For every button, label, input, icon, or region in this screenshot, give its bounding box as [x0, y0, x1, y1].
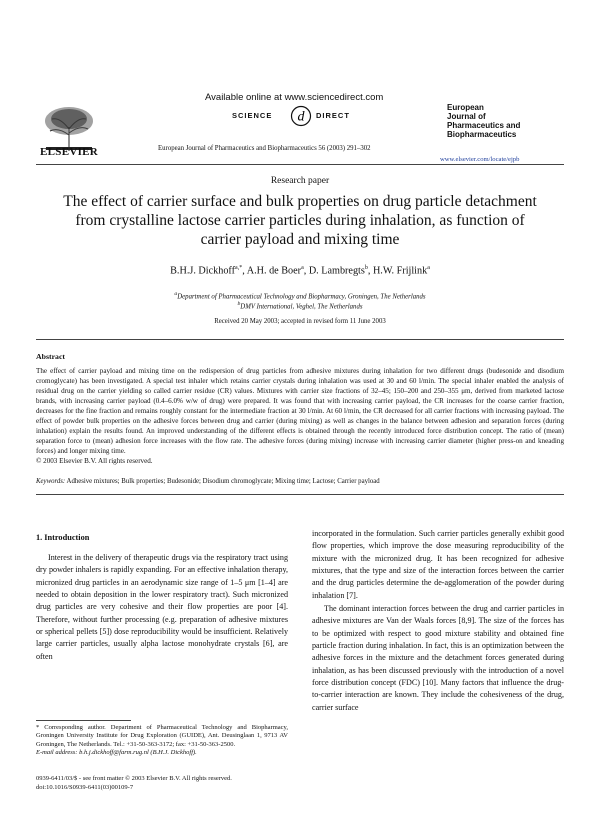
svg-text:d: d [297, 109, 305, 125]
footnote-email[interactable]: E-mail address: b.h.j.dickhoff@farm.rug.nl (B.H.J. Dickhoff). [36, 749, 197, 757]
affiliation-b [0, 301, 600, 310]
keywords-label: Keywords: [36, 478, 66, 485]
paper-type: Research paper [270, 176, 330, 186]
body-column-left [36, 552, 288, 663]
keywords-text: Adhesive mixtures; Bulk properties; Budesonide; Disodium chromoglycate; Mixing time; Lactose; Carrier payload [66, 478, 380, 485]
section-heading-introduction: 1. Introduction [36, 533, 90, 542]
author-name[interactable]: H.W. Frijlink [372, 265, 428, 277]
sciencedirect-left: SCIENCE [232, 111, 273, 120]
abstract-heading: Abstract [36, 352, 66, 361]
abstract-text: The effect of carrier payload and mixing time on the redispersion of drug particles from adhesive mixtures during inhalation for two different drugs (budesonide and disodium cromoglycate) has been investigated. A special test inhaler which retains carrier crystals during inhalation was used at 30 and 60 l/min. The special inhaler enabled the analysis of residual drug on the carrier yielding so called carrier residue (CR) values. Mixtures with carrier size fractions of 32–45; 150–200 and 250–355 μm, derived from marketed lactose brands, with increasing carrier payload (0.4–6.0% w/w of drug) were prepared. It was found that with increasing carrier payload, the CR increases for the coarse carrier fraction, decreases for the fine fraction and remains roughly constant for the intermediate fraction at 30 l/min. At 60 l/min, the CR decreased for all carrier fractions with increasing payload. The effect of powder bulk properties on the adhesive forces between drug and carrier (during mixing) as well as changes in the balance between adhesion and separation forces (during inhalation) explain the results found. An improved understanding of the different effects is obtained through the recently introduced force distribution concept. The ratio of (mean) separation force to (mean) adhesion force increases with the flow rate. The adhesive forces (during mixing) increase with increasing carrier diameter (higher press-on and kneading forces) and longer mixing time. [36, 367, 564, 455]
abstract-body [36, 366, 564, 466]
journal-url-link[interactable]: www.elsevier.com/locate/ejpb [440, 156, 520, 163]
footnote-divider [36, 720, 131, 721]
body-column-right [312, 528, 564, 714]
journal-title-block [447, 103, 520, 139]
page-footer [36, 774, 232, 792]
author-list: B.H.J. Dickhoff$^{a,*}$, A.H. de Boer$^a$, D. Lambregts$^b$, H.W. Frijlink$^a$ [170, 265, 430, 277]
affiliation-a [0, 291, 600, 300]
title-divider [36, 339, 564, 340]
issn-line: 0939-6411/03/$ - see front matter © 2003 Elsevier B.V. All rights reserved. [36, 775, 232, 782]
sciencedirect-logo [232, 105, 372, 127]
affiliation-text: Department of Pharmaceutical Technology and Biopharmacy, Groningen, The Netherlands [177, 293, 426, 301]
author-name[interactable]: B.H.J. Dickhoff [170, 265, 236, 277]
keywords-line [36, 478, 564, 485]
paragraph: The dominant interaction forces between the drug and carrier particles in adhesive mixtures are Van der Waals forces [8,9]. The size of the forces has to be optimized with respect to good mixture stability and obtained fine particle fraction during inhalation. In fact, this is an optimization between the adhesive forces in the mixture and the detachment forces generated during inhalation, as has been discussed previously with the introduction of a novel force distribution concept (FDC) [10]. Many factors that influence the drug-to-carrier interaction are known. They include the cohesiveness of the drug, carrier surface [312, 604, 564, 712]
affiliation-mark: b [237, 301, 241, 307]
journal-title-line: Pharmaceutics and [447, 121, 521, 130]
footnote-text: * Corresponding author. Department of Pharmaceutical Technology and Biopharmacy, Groningen University Institute for Drug Exploration (GUIDE), Ant. Deusinglaan 1, 9713 AV Groningen, The Netherlands. Tel.: +31-50-363-3172; fax: +31-50-363-2500. [36, 724, 288, 748]
sciencedirect-right: DIRECT [316, 111, 350, 120]
paper-title: The effect of carrier surface and bulk properties on drug particle detachment from crystalline lactose carrier particles during inhalation, as function of carrier payload and mixing time [63, 193, 537, 248]
doi-line[interactable]: doi:10.1016/S0939-6411(03)00109-7 [36, 784, 134, 791]
header-divider [36, 164, 564, 165]
journal-title-line: Journal of [447, 112, 486, 121]
sciencedirect-at-icon [289, 105, 313, 127]
received-dates: Received 20 May 2003; accepted in revised form 11 June 2003 [214, 318, 386, 325]
author-affiliation-mark: a [301, 265, 304, 271]
available-online-text[interactable]: Available online at www.sciencedirect.com [205, 92, 384, 103]
corresponding-author-footnote [36, 724, 288, 758]
journal-title-line: Biopharmaceutics [447, 130, 517, 139]
author-affiliation-mark: b [364, 265, 368, 271]
author-name[interactable]: A.H. de Boer [246, 265, 302, 277]
author-affiliation-mark: a,* [235, 265, 243, 271]
journal-citation: European Journal of Pharmaceutics and Biopharmaceutics 56 (2003) 291–302 [158, 145, 371, 152]
abstract-divider [36, 494, 564, 495]
author-affiliation-mark: a [427, 265, 430, 271]
journal-title-line: European [447, 103, 484, 112]
affiliation-mark: a [174, 291, 178, 297]
affiliation-text: DMV International, Veghel, The Netherlands [240, 303, 363, 311]
copyright-text: © 2003 Elsevier B.V. All rights reserved. [36, 457, 153, 465]
paragraph: Interest in the delivery of therapeutic drugs via the respiratory tract using dry powder inhalers is rapidly expanding. For an effective inhalation therapy, micronized drug particles in an aerodynamic size range of 1–5 μm [1–4] are needed to obtain deposition in the lower respiratory tract). Such micronized drug particles are very cohesive and their flow properties are poor [4]. Therefore, without further processing (e.g. preparation of adhesive mixtures or spherical pellets [5]) dose reproducibility would be insufficient. Relatively large carrier particles, usually alpha lactose monohydrate crystals [6], are often [36, 553, 288, 661]
paragraph: incorporated in the formulation. Such carrier particles generally exhibit good flow properties, which improve the dose measuring reproducibility of the mixture with the micronized drug. It has been recognized for adhesive mixtures, that the type and size of the interaction forces between the carrier and the drug particles determine the de-agglomeration of the powder during inhalation [7]. [312, 529, 564, 600]
publisher-name: ELSEVIER [40, 146, 99, 158]
author-name[interactable]: D. Lambregts [308, 265, 365, 277]
